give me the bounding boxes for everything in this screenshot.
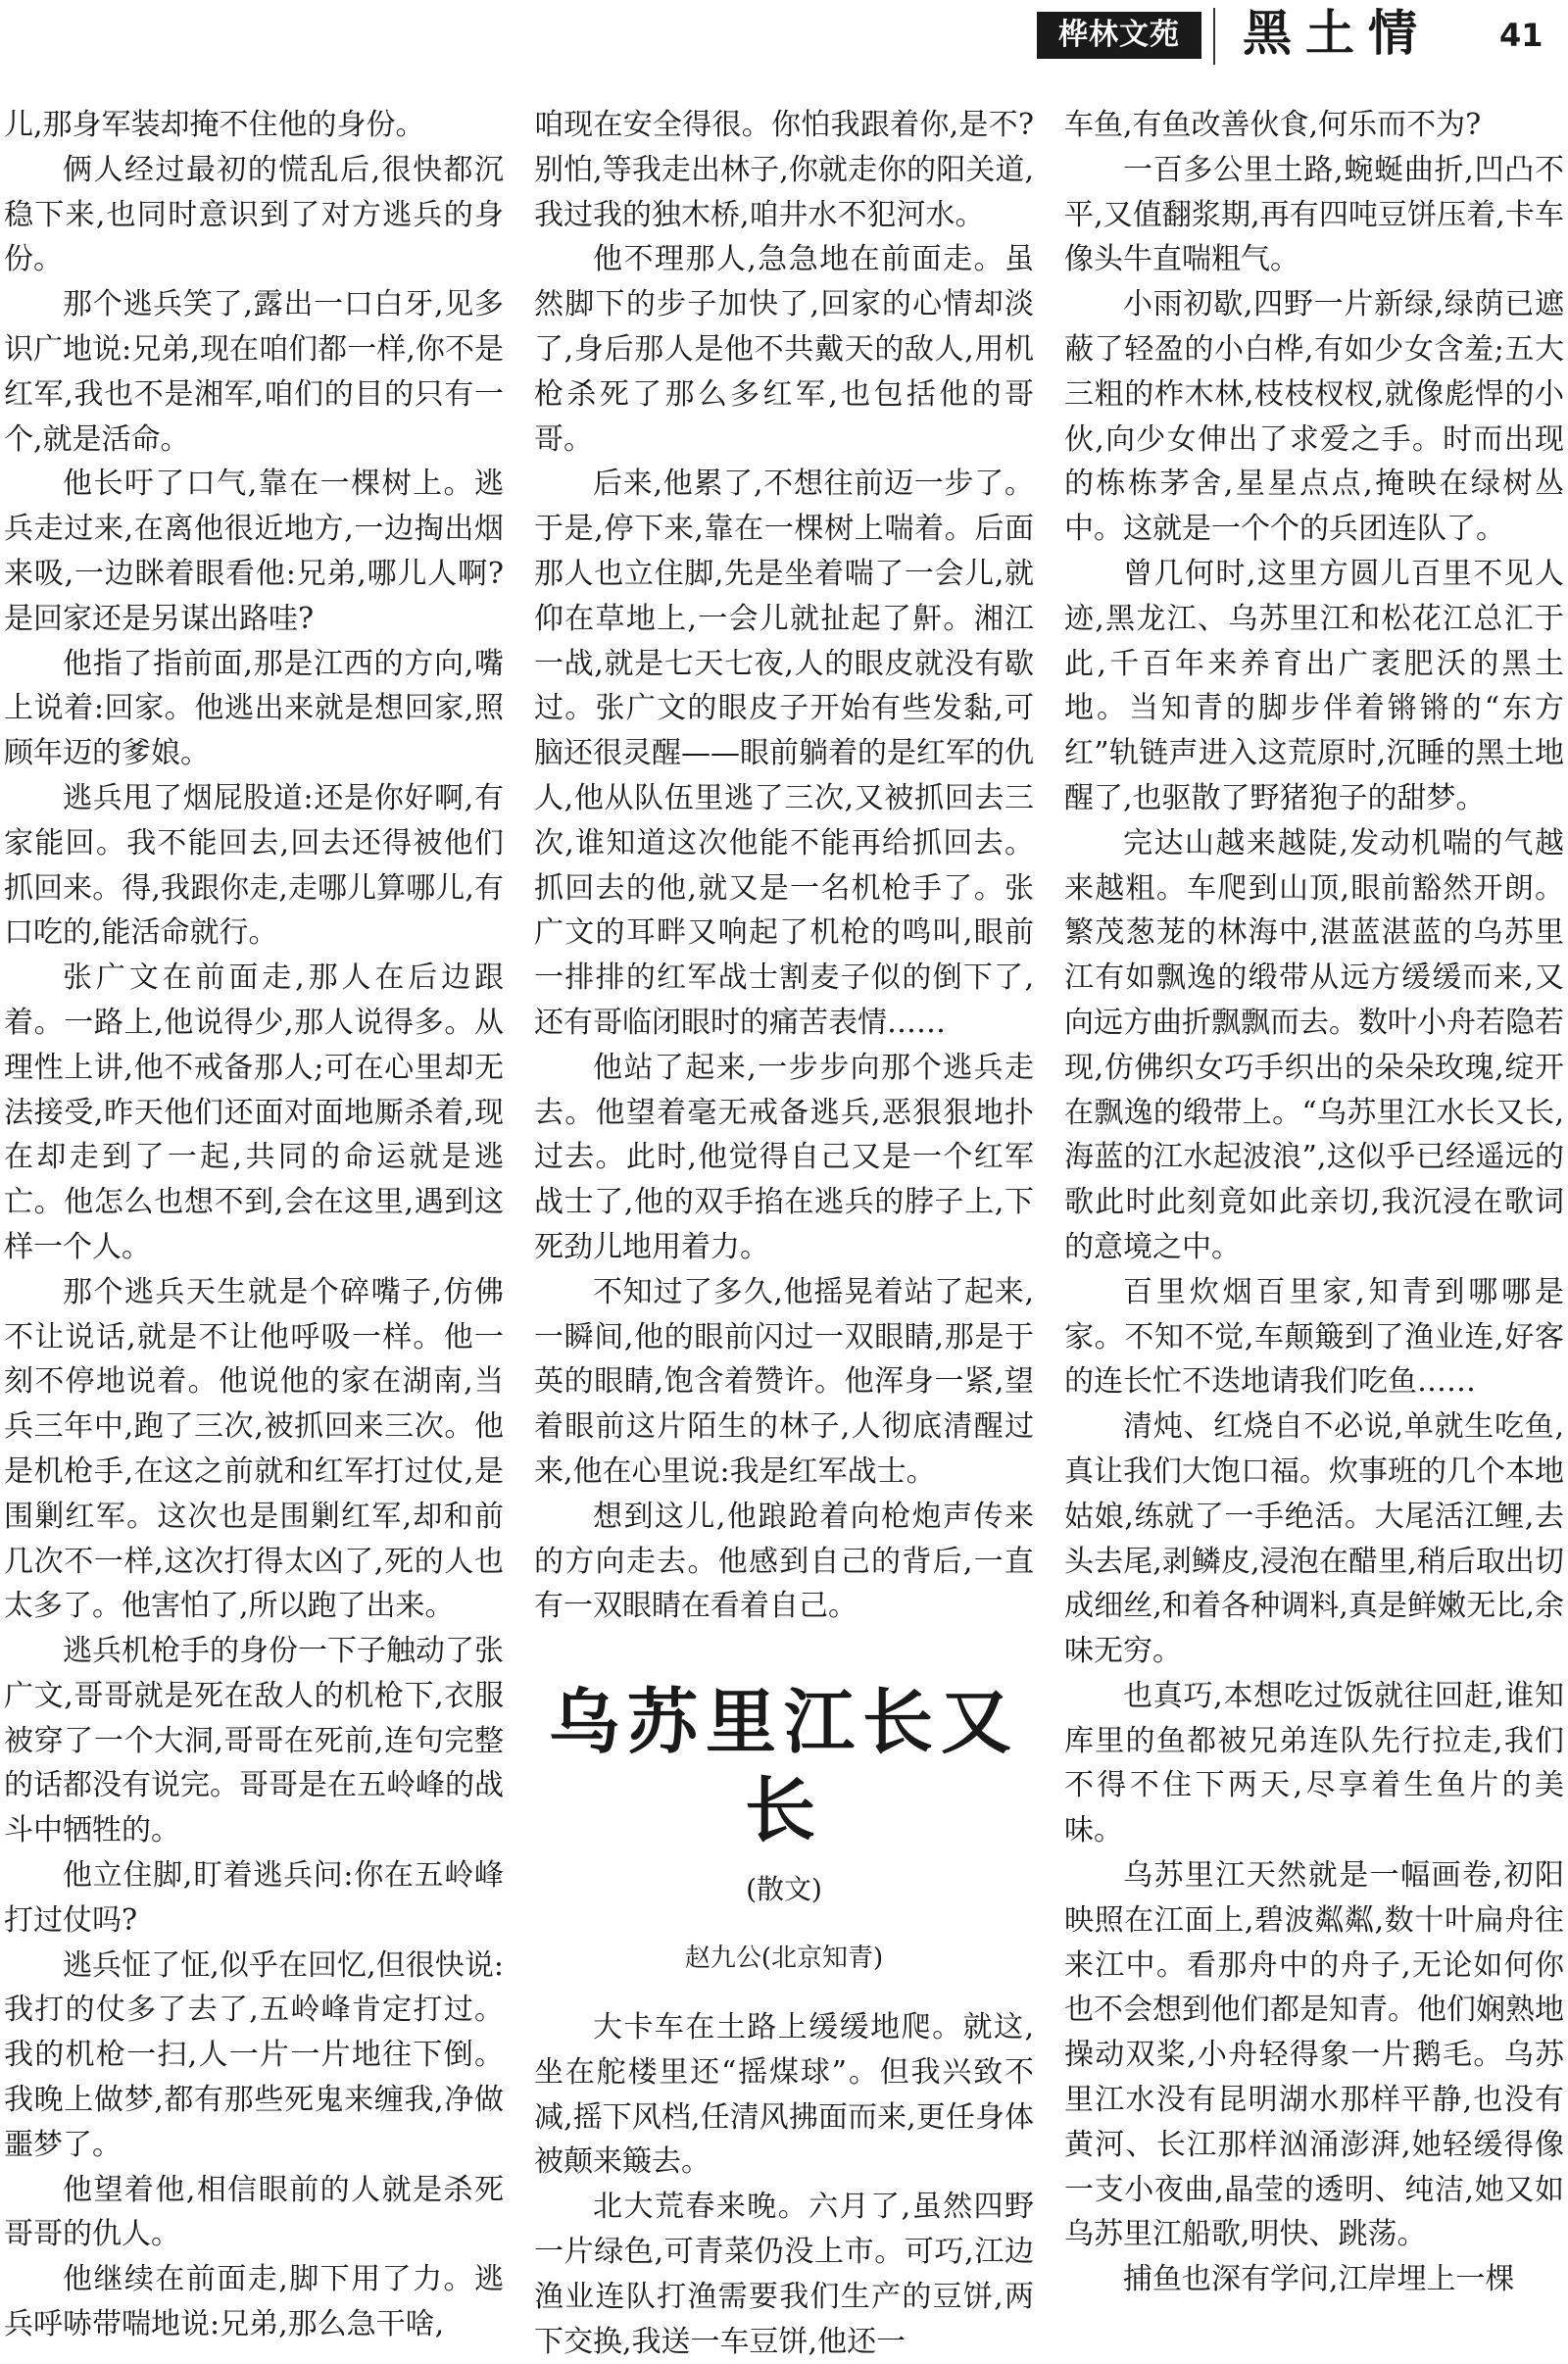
paragraph: 不知过了多久,他摇晃着站了起来,一瞬间,他的眼前闪过一双眼睛,那是于英的眼睛,饱含着赞许。他浑身一紧,望着眼前这片陌生的林子,人彻底清醒过来,他在心里说:我是红军战士。 bbox=[534, 1274, 1034, 1489]
paragraph: 清炖、红烧自不必说,单就生吃鱼,真让我们大饱口福。炊事班的几个本地姑娘,练就了一手绝活。大尾活江鲤,去头去尾,剥鳞皮,浸泡在醋里,稍后取出切成细丝,和着各种调料,真是鲜嫩无比,余味无穷。 bbox=[1064, 1409, 1564, 1669]
paragraph: 他不理那人,急急地在前面走。虽然脚下的步子加快了,回家的心情却淡了,身后那人是他不共戴天的敌人,用机枪杀死了那么多红军,也包括他的哥哥。 bbox=[534, 242, 1034, 457]
article-author: 赵九公(北京知青) bbox=[684, 1944, 884, 1974]
paragraph: 逃兵甩了烟屁股道:还是你好啊,有家能回。我不能回去,回去还得被他们抓回来。得,我跟你走,走哪儿算哪儿,有口吃的,能活命就行。 bbox=[4, 780, 504, 951]
paragraph: 那个逃兵笑了,露出一口白牙,见多识广地说:兄弟,现在咱们都一样,你不是红军,我也不是湘军,咱们的目的只有一个,就是活命。 bbox=[4, 287, 504, 457]
paragraph: 一百多公里土路,蜿蜒曲折,凹凸不平,又值翻浆期,再有四吨豆饼压着,卡车像头牛直喘粗气。 bbox=[1064, 152, 1564, 277]
paragraph: 他站了起来,一步步向那个逃兵走去。他望着毫无戒备逃兵,恶狠狠地扑过去。此时,他觉得自己又是一个红军战士了,他的双手掐在逃兵的脖子上,下死劲儿地用着力。 bbox=[534, 1050, 1034, 1264]
article-body bbox=[534, 2005, 1034, 2364]
paragraph: 那个逃兵天生就是个碎嘴子,仿佛不让说话,就是不让他呼吸一样。他一刻不停地说着。他说他的家在湖南,当兵三年中,跑了三次,被抓回来三次。他是机枪手,在这之前就和红军打过仗,是围剿红军。这次也是围剿红军,却和前几次不一样,这次打得太凶了,死的人也太多了。他害怕了,所以跑了出来。 bbox=[4, 1274, 504, 1624]
paragraph: 逃兵怔了怔,似乎在回忆,但很快说:我打的仗多了去了,五岭峰肯定打过。我的机枪一扫,人一片一片地往下倒。我晚上做梦,都有那些死鬼来缠我,净做噩梦了。 bbox=[4, 1947, 504, 2162]
paragraph: 想到这儿,他踉跄着向枪炮声传来的方向走去。他感到自己的背后,一直有一双眼睛在看着自己。 bbox=[534, 1499, 1034, 1624]
paragraph: 儿,那身军装却掩不住他的身份。 bbox=[4, 108, 425, 142]
paragraph: 张广文在前面走,那人在后边跟着。一路上,他说得少,那人说得多。从理性上讲,他不戒备那人;可在心里却无法接受,昨天他们还面对面地厮杀着,现在却走到了一起,共同的命运就是逃亡。他怎么也想不到,会在这里,遇到这样一个人。 bbox=[4, 960, 504, 1264]
story-continuation bbox=[534, 103, 1034, 1629]
paragraph: 俩人经过最初的慌乱后,很快都沉稳下来,也同时意识到了对方逃兵的身份。 bbox=[4, 152, 504, 277]
page-number: 41 bbox=[1499, 17, 1544, 54]
paragraph: 咱现在安全得很。你怕我跟着你,是不?别怕,等我走出林子,你就走你的阳关道,我过我的独木桥,咱井水不犯河水。 bbox=[534, 108, 1034, 232]
paragraph: 他继续在前面走,脚下用了力。逃兵呼哧带喘地说:兄弟,那么急干啥, bbox=[4, 2262, 504, 2342]
paragraph: 他指了指前面,那是江西的方向,嘴上说着:回家。他逃出来就是想回家,照顾年迈的爹娘。 bbox=[4, 646, 504, 771]
paragraph: 乌苏里江天然就是一幅画卷,初阳映照在江面上,碧波粼粼,数十叶扁舟往来江中。看那舟中的舟子,无论如何你也不会想到他们都是知青。他们娴熟地操动双桨,小舟轻得象一片鹅毛。乌苏里江水没有昆明湖水那样平静,也没有黄河、长江那样汹涌澎湃,她轻缓得像一支小夜曲,晶莹的透明、纯洁,她又如乌苏里江船歌,明快、跳荡。 bbox=[1064, 1858, 1564, 2252]
paragraph: 他长吁了口气,靠在一棵树上。逃兵走过来,在离他很近地方,一边掏出烟来吸,一边眯着眼看他:兄弟,哪儿人啊?是回家还是另谋出路哇? bbox=[4, 467, 504, 636]
paragraph: 曾几何时,这里方圆儿百里不见人迹,黑龙江、乌苏里江和松花江总汇于此,千百年来养育出广袤肥沃的黑土地。当知青的脚步伴着锵锵的“东方红”轨链声进入这荒原时,沉睡的黑土地醒了,也驱散了野猪狍子的甜梦。 bbox=[1064, 556, 1564, 815]
text-column-right bbox=[1064, 103, 1564, 2297]
article-genre: (散文) bbox=[746, 1873, 822, 1906]
paragraph: 捕鱼也深有学问,江岸埋上一棵 bbox=[1123, 2262, 1515, 2297]
paragraph: 完达山越来越陡,发动机喘的气越来越粗。车爬到山顶,眼前豁然开朗。繁茂葱茏的林海中,湛蓝湛蓝的乌苏里江有如飘逸的缎带从远方缓缓而来,又向远方曲折飘飘而去。数叶小舟若隐若现,仿佛织女巧手织出的朵朵玫瑰,绽开在飘逸的缎带上。“乌苏里江水长又长,海蓝的江水起波浪”,这似乎已经遥远的歌此时此刻竟如此亲切,我沉浸在歌词的意境之中。 bbox=[1064, 825, 1564, 1264]
paragraph: 百里炊烟百里家,知青到哪哪是家。不知不觉,车颠簸到了渔业连,好客的连长忙不迭地请我们吃鱼…… bbox=[1064, 1274, 1564, 1400]
paragraph: 他望着他,相信眼前的人就是杀死哥哥的仇人。 bbox=[4, 2172, 504, 2252]
text-column-left bbox=[4, 103, 504, 2342]
paragraph: 逃兵机枪手的身份一下子触动了张广文,哥哥就是死在敌人的机枪下,衣服被穿了一个大洞,哥哥在死前,连句完整的话都没有说完。哥哥是在五岭峰的战斗中牺牲的。 bbox=[4, 1634, 504, 1848]
paragraph: 也真巧,本想吃过饭就往回赶,谁知库里的鱼都被兄弟连队先行拉走,我们不得不住下两天,尽享着生鱼片的美味。 bbox=[1064, 1678, 1564, 1848]
paragraph: 大卡车在土路上缓缓地爬。就这,坐在舵楼里还“摇煤球”。但我兴致不减,摇下风档,任清风拂面而来,更任身体被颠来簸去。 bbox=[534, 2010, 1034, 2180]
paragraph: 他立住脚,盯着逃兵问:你在五岭峰打过仗吗? bbox=[4, 1858, 504, 1938]
header-divider bbox=[1213, 8, 1215, 65]
paragraph: 车鱼,有鱼改善伙食,何乐而不为? bbox=[1064, 108, 1482, 142]
page-header bbox=[0, 0, 1568, 98]
article-title: 乌苏里江长又长 bbox=[548, 1680, 1019, 1852]
paragraph: 小雨初歇,四野一片新绿,绿荫已遮蔽了轻盈的小白桦,有如少女含羞;五大三粗的柞木林,枝枝杈杈,就像彪悍的小伙,向少女伸出了求爱之手。时而出现的栋栋茅舍,星星点点,掩映在绿树丛中。这就是一个个的兵团连队了。 bbox=[1064, 287, 1564, 547]
paragraph: 后来,他累了,不想往前迈一步了。于是,停下来,靠在一棵树上喘着。后面那人也立住脚,先是坐着喘了一会儿,就仰在草地上,一会儿就扯起了鼾。湘江一战,就是七天七夜,人的眼皮就没有歇过。张广文的眼皮子开始有些发黏,可脑还很灵醒——眼前躺着的是红军的仇人,他从队伍里逃了三次,又被抓回去三次,谁知道这次他能不能再给抓回去。抓回去的他,就又是一名机枪手了。张广文的耳畔又响起了机枪的鸣叫,眼前一排排的红军战士割麦子似的倒下了,还有哥临闭眼时的痛苦表情…… bbox=[534, 467, 1034, 1040]
text-column-middle bbox=[534, 103, 1034, 2359]
column-tag: 桦林文苑 bbox=[1037, 12, 1201, 59]
magazine-title: 黑土情 bbox=[1243, 4, 1431, 62]
paragraph: 北大荒春来晚。六月了,虽然四野一片绿色,可青菜仍没上市。可巧,江边渔业连队打渔需要我们生产的豆饼,两下交换,我送一车豆饼,他还一 bbox=[534, 2190, 1034, 2359]
